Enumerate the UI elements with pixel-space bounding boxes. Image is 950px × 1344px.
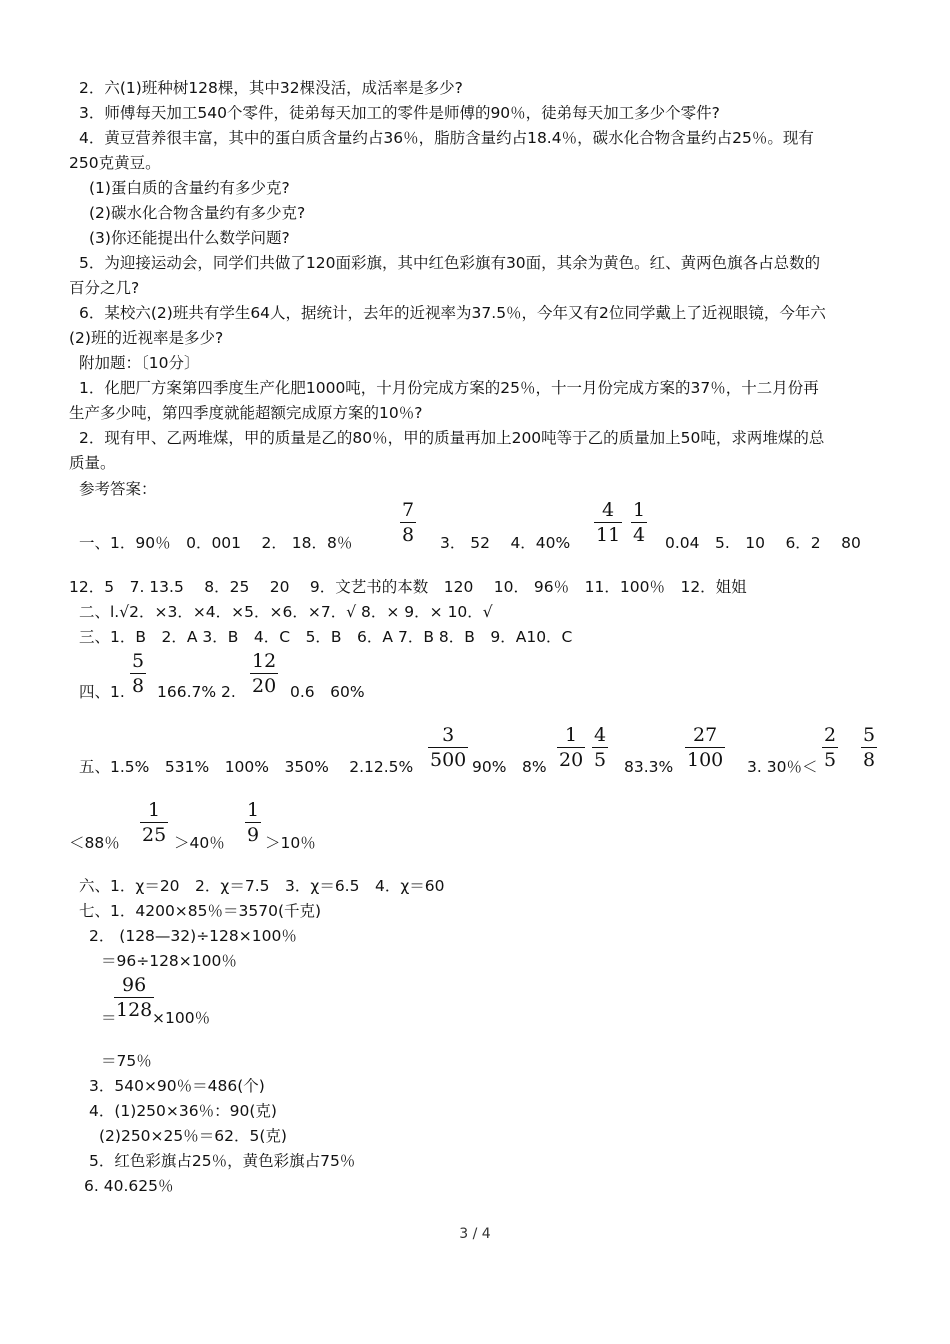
answer-s1-part-c: 0.04 5. 10 6．2 80 — [665, 534, 861, 552]
answer-s7-line: 2． (128—32)÷128×100％ — [89, 927, 297, 945]
fraction: 1 25 — [142, 799, 167, 846]
answer-s5-part-a: 五、1.5% 531% 100% 350% 2.12.5% — [79, 758, 414, 776]
question-4-sub1: (1)蛋白质的含量约有多少克? — [89, 179, 290, 197]
answer-s5-part-f: ＞40％ — [174, 834, 225, 852]
fraction: 1 20 — [559, 724, 584, 771]
answer-s7-line: 4．(1)250×36％：90(克) — [89, 1102, 277, 1120]
answer-s1-part-a: 一、1．90％ 0．001 2． 18．8％ — [79, 534, 353, 552]
question-5-cont: 百分之几? — [69, 279, 140, 297]
answer-s1-part-b: 3． 52 4．40% — [440, 534, 571, 552]
answer-s5-part-g: ＞10％ — [265, 834, 316, 852]
bonus-line: 1．化肥厂方案第四季度生产化肥1000吨，十月份完成方案的25％，十一月份完成方案的37％，十二月份再 — [79, 379, 819, 397]
fraction: 12 20 — [252, 650, 277, 697]
bonus-title: 附加题：〔10分〕 — [79, 354, 200, 372]
answer-s7-line: 5．红色彩旗占25％，黄色彩旗占75％ — [89, 1152, 356, 1170]
answer-s7-line: ×100％ — [152, 1009, 211, 1027]
question-4-sub2: (2)碳水化合物含量约有多少克? — [89, 204, 306, 222]
page-number: 3 / 4 — [459, 1226, 491, 1242]
fraction: 27 100 — [687, 724, 724, 771]
answer-s4-part-a: 166.7% 2. — [157, 683, 236, 701]
bonus-line: 2．现有甲、乙两堆煤，甲的质量是乙的80％，甲的质量再加上200吨等于乙的质量加上50吨，求两堆煤的总 — [79, 429, 825, 447]
bonus-line: 生产多少吨，第四季度就能超额完成原方案的10％? — [69, 404, 423, 422]
fraction: 5 8 — [863, 724, 876, 771]
bonus-line: 质量。 — [69, 454, 116, 472]
answer-s5-part-d: 3. 30％＜ — [747, 758, 818, 776]
answer-s4-part-b: 0.6 60% — [290, 683, 365, 701]
fraction: 5 8 — [132, 650, 145, 697]
answer-s7-line: ＝96÷128×100％ — [101, 952, 237, 970]
answer-s4-label: 四、1. — [79, 683, 125, 701]
fraction: 4 11 — [596, 499, 621, 546]
answer-s5-part-c: 83.3% — [624, 758, 674, 776]
fraction: 7 8 — [402, 499, 415, 546]
answer-s7-line: 3．540×90％＝486(个) — [89, 1077, 265, 1095]
fraction: 1 9 — [247, 799, 260, 846]
fraction: 1 4 — [633, 499, 646, 546]
question-3: 3．师傅每天加工540个零件，徒弟每天加工的零件是师傅的90％，徒弟每天加工多少个零件? — [79, 104, 720, 122]
fraction: 96 128 — [116, 974, 153, 1021]
question-2: 2．六(1)班种树128棵，其中32棵没活，成活率是多少? — [79, 79, 463, 97]
answer-s3: 三、1．B 2．A 3．B 4．C 5．B 6．A 7．B 8．B 9．A10．C — [79, 628, 573, 646]
answer-s2: 二、l.√2．×3．×4．×5．×6．×7．√ 8．× 9．× 10．√ — [79, 603, 493, 621]
answer-s6: 六、1．χ＝20 2．χ＝7.5 3．χ＝6.5 4．χ＝60 — [79, 877, 445, 895]
question-6-cont: (2)班的近视率是多少? — [69, 329, 224, 347]
fraction: 2 5 — [824, 724, 837, 771]
answers-title: 参考答案： — [79, 480, 157, 498]
fraction: 3 500 — [430, 724, 467, 771]
question-4-cont: 250克黄豆。 — [69, 154, 161, 172]
question-4: 4．黄豆营养很丰富，其中的蛋白质含量约占36％，脂肪含量约占18.4％，碳水化合物含量约占25％。现有 — [79, 129, 814, 147]
answer-s7-line: ＝75％ — [101, 1052, 152, 1070]
answer-s5-part-e: ＜88％ — [69, 834, 120, 852]
answer-s5-part-b: 90% 8% — [472, 758, 547, 776]
answer-s7-line: (2)250×25％＝62．5(克) — [99, 1127, 287, 1145]
answer-s1-line2: 12．5 7. 13.5 8．25 20 9．文艺书的本数 120 10． 96％ 11．100％ 12．姐姐 — [69, 578, 747, 596]
question-4-sub3: (3)你还能提出什么数学问题? — [89, 229, 290, 247]
answer-s7-eq: ＝ — [101, 1009, 117, 1027]
answer-s7-line: 6. 40.625％ — [84, 1177, 174, 1195]
question-6: 6．某校六(2)班共有学生64人，据统计，去年的近视率为37.5％，今年又有2位同学戴上了近视眼镜，今年六 — [79, 304, 826, 322]
fraction: 4 5 — [594, 724, 607, 771]
answer-s7-line: 七、1．4200×85％＝3570(千克) — [79, 902, 322, 920]
question-5: 5．为迎接运动会，同学们共做了120面彩旗，其中红色彩旗有30面，其余为黄色。红、黄两色旗各占总数的 — [79, 254, 821, 272]
